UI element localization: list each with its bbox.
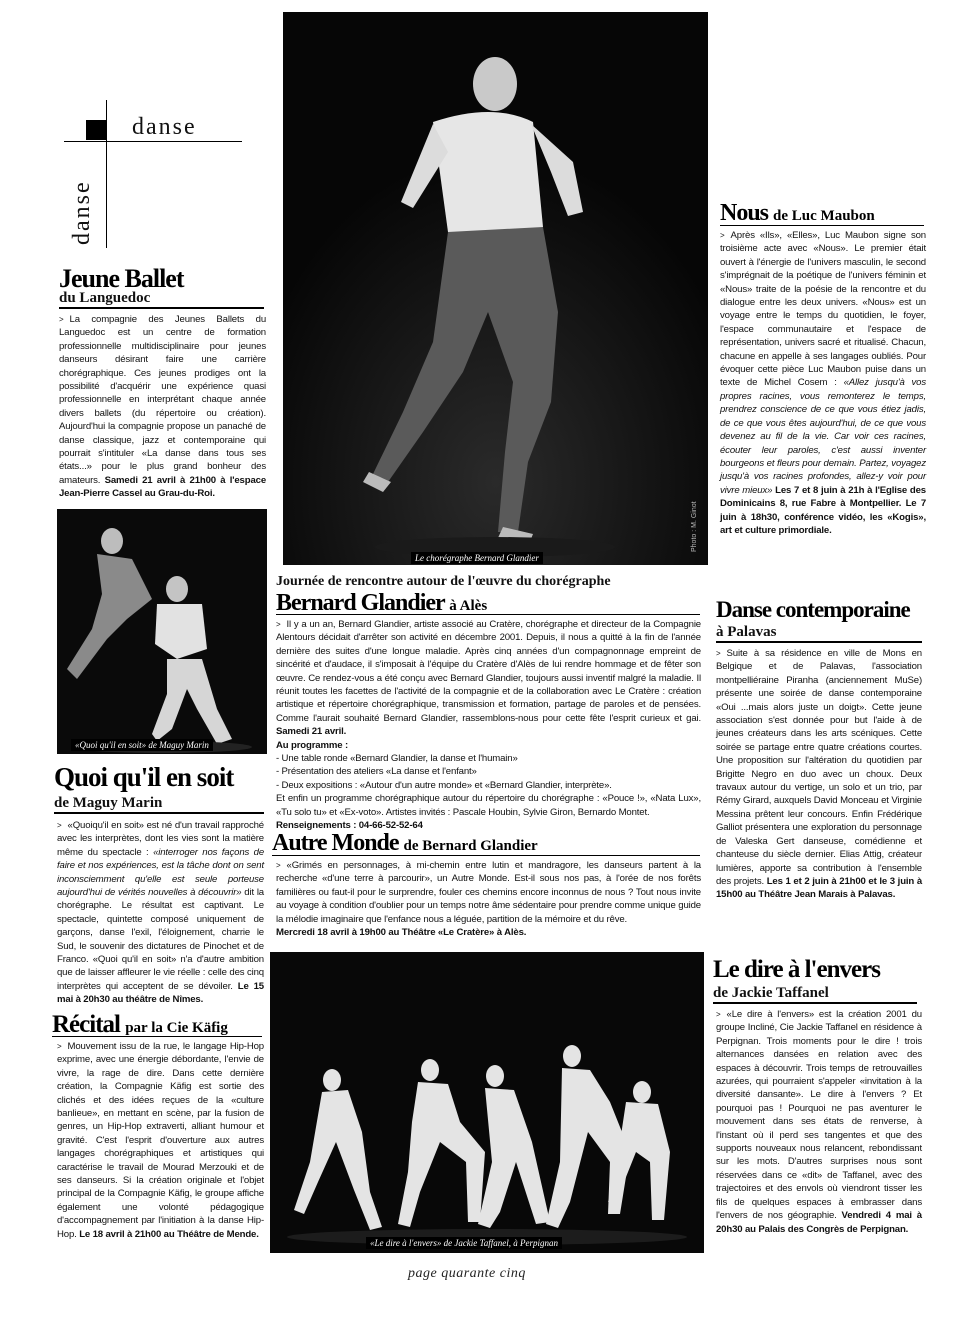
event-info: Les 1 et 2 juin à 21h00 et le 3 juin à 15h00 au Théâtre Jean Marais à Palavas.: [716, 875, 923, 901]
body-text: «Le dire à l'envers» est la création 2001 du groupe Incliné, Cie Jackie Taffanel en résidence à Perpignan. Trois moments pour le dire ! trois alternances dansées en relation avec des espaces à découvrir. Trois temps de retrouvailles azurées, qui pourraient s'appeler «invitation à la diversité dansante». Le dire à l'envers ? Et pourquoi pas ! Pourquoi ne pas aventurer le mouvement dans ses états de renverse, à l'instant où il perd ses tangentes et que des supports nouveaux nous relancent, rebondissant sur les mots. D'autres surprises nous sont réservées dans ce «dit» de Taffanel, avec des trajectoires et des envols où viendront tisser les fils de quelques espaces à embrasser dans l'envers de nos géographie.: [716, 1009, 922, 1222]
logo-word-horizontal: danse: [132, 114, 197, 140]
event-info: Mercredi 18 avril à 19h00 au Théâtre «Le Cratère» à Alès.: [276, 927, 527, 939]
event-date: Samedi 21 avril.: [276, 726, 347, 738]
event-info: Vendredi 4 mai à 20h30 au Palais des Congrès de Perpignan.: [716, 1210, 922, 1235]
bullet-arrow-icon: >: [276, 620, 281, 629]
article-title-nous: [720, 200, 875, 227]
bullet-arrow-icon: >: [59, 315, 64, 324]
article-subtitle-dire: [713, 985, 917, 1004]
article-body-quoi: [57, 819, 264, 1007]
event-info: Les 7 et 8 juin à 21h à l'Eglise des Dominicains 8, rue Fabre à Montpellier. Le 7 juin à 18h30, conférence vidéo, les «Kogis», art et culture primordiale.: [720, 484, 926, 536]
photo-bernard-glandier: [283, 12, 708, 565]
bullet-arrow-icon: >: [716, 1010, 721, 1019]
title-text: Récital: [52, 1011, 120, 1038]
title-rule: [276, 614, 700, 615]
quote-text: «interroger nos façons de faire et nos expériences, est la tâche dont on sent inconsciemment qu'elle est seule porteuse aujourd'hui de vérités nouvelles à découvrir»: [57, 846, 265, 899]
article-title-jeune-ballet: Jeune Ballet: [59, 264, 184, 293]
body-text: Suite à sa résidence en ville de Mons en Belgique et de Palavas, l'association montpelliéraine Piranha (anciennement MuSe) présente une soirée de danse contemporaine «Oui ...mais alors juste un doigt». Cette jeune association s'est donnée pour but l'aide à de jeunes créateurs dans les arts scéniques. Cette soirée se partage entre quatre créations courtes. Une proposition sur l'altération du quotidien par Brigitte Negro en duo avec un choux. Deux travaux autour du vertige, un solo et un trio, par Rémy Girard, auxquels David Monceau et Virginie Messina prêtent leur concours. Enfin Frédérique Galliot présentera une exploration du personnage de Valeska Gert danseuse, comédienne et chanteuse du siècle dernier. Elias Attig, créateur lumières, apporte sa contribution à l'ensemble des projets.: [716, 648, 922, 887]
program-label: Au programme :: [276, 739, 348, 751]
event-info: Le 18 avril à 21h00 au Théâtre de Mende.: [79, 1228, 259, 1240]
article-body-dire: [716, 1008, 922, 1236]
article-body-autre-monde: [276, 859, 701, 939]
photo-le-dire-a-lenvers: [270, 952, 704, 1253]
photo-main-caption: Le chorégraphe Bernard Glandier: [411, 552, 543, 564]
renseignements-label: Renseignements :: [276, 820, 357, 832]
article-body-nous: [720, 229, 926, 537]
dancers-duo-image: [57, 509, 267, 754]
title-rule: [720, 225, 924, 226]
subtitle-text: de Jackie Taffanel: [713, 985, 829, 1001]
quote-text: «Allez jusqu'à vos propres racines, vous remonterez le temps, prendrez conscience de ce que vous étiez jadis, de ce que vous êtes aujourd'hui, de ce que vous devenez au fil de la vie. Car voir ces racines, écouter leur paroles, c'est aussi inventer bourgeons et fleurs pour demain. Partez, voyagez jusqu'à vos racines profondes, allez-y voir pour vivre mieux»: [720, 377, 927, 496]
bullet-arrow-icon: >: [720, 231, 725, 240]
title-suffix: de Luc Maubon: [773, 208, 875, 224]
section-logo: [62, 100, 242, 250]
article-title-dire: Le dire à l'envers: [713, 956, 880, 983]
photo-left-caption: «Quoi qu'il en soit» de Maguy Marin: [71, 739, 213, 751]
program-item: - Une table ronde «Bernard Glandier, la danse et l'humain»: [276, 753, 518, 765]
article-subtitle-quoi: [54, 795, 264, 814]
logo-word-vertical: danse: [69, 180, 95, 245]
title-text: Bernard Glandier: [276, 590, 445, 616]
body-text: Il y a un an, Bernard Glandier, artiste associé au Cratère, chorégraphe et directeur de la Compagnie Alentours décidait d'arrêter son activité en décembre 2001. Depuis, il nous a quitté à la fin de l'année dernière des suites d'une longue maladie. Après cinq années d'un compagnonnage empreint de sincérité et d'audace, il s'imposait à l'équipe du Cratère d'Alès de lui rendre hommage et de fêter son œuvre. Ce rendez-vous a été conçu avec Bernard Glandier, toujours aussi inventif malgré la maladie. Il réunit toutes les facettes de l'activité de la compagnie et de la collaboration avec Le Cratère : création artistique et répertoire chorégraphique, transmission et formation, partage de paroles et de pensées. Comme l'aurait souhaité Bernard Glandier, rassemblons-nous pour cette fête l'esprit curieux et gai.: [276, 619, 701, 724]
article-body-recital: [57, 1040, 264, 1241]
subtitle-text: à Palavas: [716, 624, 777, 640]
photo-quoi-quil-en-soit: [57, 509, 267, 754]
article-body-danse-contemporaine: [716, 647, 922, 902]
title-text: Autre Monde: [272, 830, 399, 856]
event-info: Samedi 21 avril à 21h00 à l'espace Jean-Pierre Cassel au Grau-du-Roi.: [59, 474, 267, 500]
bullet-arrow-icon: >: [57, 1042, 62, 1051]
article-body-glandier: [276, 618, 701, 833]
bullet-arrow-icon: >: [57, 821, 62, 830]
phone-number: 04-66-52-52-64: [358, 820, 423, 832]
title-text: Nous: [720, 200, 769, 226]
logo-square: [86, 120, 106, 140]
subtitle-text: du Languedoc: [59, 290, 151, 306]
article-title-glandier: [276, 590, 487, 617]
title-rule: [272, 855, 700, 856]
bullet-arrow-icon: >: [276, 861, 281, 870]
bullet-arrow-icon: >: [716, 649, 721, 658]
article-title-autre-monde: [272, 830, 538, 857]
dancers-group-image: [270, 952, 704, 1253]
body-text: Après «Ils», «Elles», Luc Maubon signe son troisième acte avec «Nous». Le premier était ouvert à l'énergie de l'univers masculin, le second s'imprégnait de la poétique de l'univers féminin et «Nous» traite de la poésie de la rencontre et du dialogue entre les deux univers. «Nous» est un voyage entre le temps du quotidien, le foyer, l'espace communautaire et l'espace de représentation, univers sacré et ritualisé. Chacun, chacune en appelle à ses langages oubliés. Pour évoquer cette pièce Luc Maubon puise dans un texte de Michel Cosem :: [720, 230, 926, 389]
article-subtitle-danse-contemporaine: [716, 624, 922, 643]
article-title-danse-contemporaine: Danse contemporaine: [716, 597, 910, 622]
article-title-quoi: Quoi qu'il en soit: [54, 762, 234, 792]
body-text: «Grimés en personnages, à mi-chemin entre lutin et mandragore, les danseurs partent à la recherche «d'une terre à parcourir», un Autre Monde. Est-il sous nos pas, à l'orée de nos forêts familières ou faut-il pour le surprendre, fouler ces chemins encore inconnus de nous ? Tout nous invite au voyage à condition d'oublier pour un temps notre âme sédentaire pour prendre comme unique guide la mélodie imaginaire que l'enfance nous a léguée, partition de la mémoire et du rêve.: [276, 860, 701, 925]
body-text: «Quoiqu'il en soit» est né d'un travail rapproché avec les interprètes, dont les vies sont la matière même du spectacle :: [57, 820, 264, 858]
body-text: La compagnie des Jeunes Ballets du Languedoc est un centre de formation professionnelle multidisciplinaire pour jeunes danseurs désirant faire une carrière chorégraphique. Ces jeunes prodiges ont la possibilité d'acquérir une expérience quasi professionnelle en interprétant chaque année divers ballets (du répertoire ou création). Aujourd'hui la compagnie propose un panaché de danse classique, jazz et contemporaine qui pourrait s'intituler «La danse dans tous ses états...» pour le plus grand bonheur des amateurs.: [59, 314, 266, 486]
dancer-figure-image: [283, 12, 708, 565]
article-subtitle-jeune-ballet: [59, 290, 264, 309]
subtitle-text: de Maguy Marin: [54, 795, 163, 811]
title-suffix: par la Cie Käfig: [125, 1020, 228, 1036]
photo-main-credit: Photo : M. Ginot: [691, 501, 698, 552]
logo-hline: [64, 141, 242, 142]
article-kicker-glandier: Journée de rencontre autour de l'œuvre du chorégraphe: [276, 574, 611, 589]
title-suffix: de Bernard Glandier: [403, 838, 538, 854]
program-item: - Présentation des ateliers «La danse et l'enfant»: [276, 766, 477, 778]
title-rule: [52, 1036, 262, 1037]
body-text: Mouvement issu de la rue, le langage Hip-Hop exprime, avec une énergie débordante, l'envie de vivre, la rage de dire. Dans cette dernière création, la Compagnie Käfig est sortie des clichés et des idées reçues de la «culture banlieue», en mettant en scène, par la fusion de genres, un Hip-Hop extraverti, alliant humour et gravité. C'est l'esprit d'ouverture aux autres langages chorégraphiques et artistiques qui caractérise le travail de Mourad Merzouki et de ses danseurs. Si la création originale et l'objet principal de la Compagnie Käfig, le groupe affiche également une volonté pédagogique d'accompagnement par l'initiation à la danse Hip-Hop.: [57, 1041, 264, 1240]
event-info: Le 15 mai à 20h30 au théâtre de Nîmes.: [57, 980, 264, 1006]
logo-vline: [106, 100, 107, 248]
program-item: - Deux expositions : «Autour d'un autre monde» et «Bernard Glandier, interprète».: [276, 779, 612, 791]
article-body-jeune-ballet: [59, 313, 266, 501]
program-item: Et enfin un programme chorégraphique autour du répertoire du chorégraphe : «Pouce !», «Nata Lux», «Tu solo tu» et «Ex-voto». Artistes invités : Pascale Houbin, Sylvie Giron, Bernardo Montet.: [276, 793, 701, 818]
page-number-footer: page quarante cinq: [408, 1266, 526, 1281]
body-text-2: dit la chorégraphe. Le résultat est captivant. Le spectacle, quintette composé uniquement de garçons, danse l'exil, l'éloignement, charrie le Sud, le souvenir des dictatures de Pinochet et de Franco. «Quoi qu'il en soit» n'a d'autre ambition que de laisser affleurer le vie réelle : celle des cinq interprètes qui acceptent de se dévoiler.: [57, 887, 264, 992]
photo-bottom-caption: «Le dire à l'envers» de Jackie Taffanel, à Perpignan: [366, 1237, 562, 1249]
title-suffix: à Alès: [449, 598, 488, 614]
article-title-recital: [52, 1011, 228, 1039]
